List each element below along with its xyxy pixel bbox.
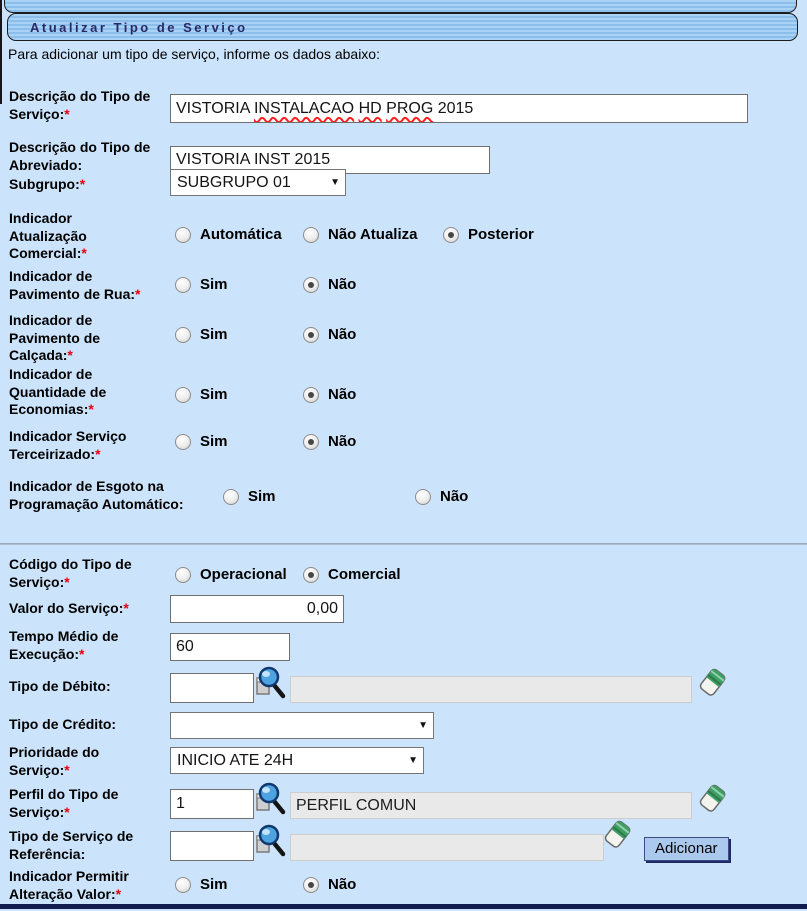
chevron-down-icon: ▼: [408, 755, 418, 766]
required-asterisk: *: [135, 285, 141, 302]
radio-icon[interactable]: [175, 877, 191, 893]
label-pavimento-rua: Indicador de Pavimento de Rua:*: [9, 268, 141, 302]
radio-pavimento-calcada-nao[interactable]: Não: [303, 326, 356, 343]
label-subgrupo: Subgrupo:*: [9, 176, 86, 192]
tipo-debito-description-field: [290, 676, 692, 703]
radio-pavimento-calcada-sim[interactable]: Sim: [175, 326, 228, 343]
radio-permitir-nao[interactable]: Não: [303, 876, 356, 893]
section-divider: [0, 543, 807, 545]
radio-icon[interactable]: [303, 434, 319, 450]
label-servico-terceirizado: Indicador Serviço Terceirizado:*: [9, 428, 127, 462]
misspelled-word: INSTALACAO: [253, 99, 355, 117]
label-descricao-tipo-servico: Descrição do Tipo de Serviço:*: [9, 88, 151, 122]
left-frame-border: [0, 0, 2, 104]
radio-icon[interactable]: [303, 877, 319, 893]
radio-icon[interactable]: [175, 327, 191, 343]
radio-pavimento-rua-sim[interactable]: Sim: [175, 276, 228, 293]
required-asterisk: *: [123, 600, 129, 616]
required-asterisk: *: [64, 761, 70, 778]
radio-terceirizado-sim[interactable]: Sim: [175, 433, 228, 450]
required-asterisk: *: [95, 445, 101, 462]
radio-icon[interactable]: [223, 489, 239, 505]
label-indicador-atualizacao: Indicador Atualização Comercial:*: [9, 210, 87, 261]
prioridade-servico-select-value: INICIO ATE 24H: [177, 751, 294, 769]
required-asterisk: *: [67, 347, 73, 363]
subgrupo-select-value: SUBGRUPO 01: [177, 173, 291, 191]
page-title: Atualizar Tipo de Serviço: [30, 19, 248, 35]
radio-icon[interactable]: [175, 277, 191, 293]
radio-atualizacao-nao-atualiza[interactable]: Não Atualiza: [303, 226, 417, 243]
search-icon[interactable]: [253, 824, 287, 860]
required-asterisk: *: [88, 401, 94, 417]
radio-atualizacao-posterior[interactable]: Posterior: [443, 226, 534, 243]
value-text: VISTORIA: [176, 99, 254, 117]
radio-icon[interactable]: [175, 387, 191, 403]
radio-icon[interactable]: [175, 567, 191, 583]
label-descricao-abreviada: Descrição do Tipo de Abreviado:: [9, 139, 151, 173]
radio-icon[interactable]: [303, 327, 319, 343]
label-pavimento-calcada: Indicador de Pavimento de Calçada:*: [9, 312, 101, 363]
value-text: 2015: [433, 99, 474, 117]
radio-icon[interactable]: [415, 489, 431, 505]
radio-quantidade-economias-sim[interactable]: Sim: [175, 386, 228, 403]
referencia-code-input[interactable]: [170, 831, 254, 861]
bottom-frame-border: [0, 904, 807, 909]
tempo-medio-input[interactable]: [170, 633, 290, 661]
radio-esgoto-nao[interactable]: Não: [415, 488, 468, 505]
required-asterisk: *: [64, 803, 70, 820]
search-icon[interactable]: [253, 782, 287, 818]
subgrupo-select[interactable]: [170, 169, 346, 196]
perfil-description-field: PERFIL COMUN: [290, 792, 692, 819]
search-icon[interactable]: [253, 666, 287, 702]
referencia-description-field: [290, 834, 604, 861]
required-asterisk: *: [64, 105, 70, 122]
radio-codigo-operacional[interactable]: Operacional: [175, 566, 287, 583]
descricao-tipo-servico-input[interactable]: [170, 94, 748, 123]
perfil-code-input[interactable]: [170, 789, 254, 819]
tipo-credito-select[interactable]: [170, 712, 434, 739]
radio-icon[interactable]: [443, 227, 459, 243]
chevron-down-icon: ▼: [330, 177, 340, 188]
radio-icon[interactable]: [175, 227, 191, 243]
misspelled-word: PROG: [386, 99, 434, 117]
radio-icon[interactable]: [175, 434, 191, 450]
label-codigo-tipo-servico: Código do Tipo de Serviço:*: [9, 556, 132, 590]
valor-servico-input[interactable]: [170, 595, 344, 623]
radio-quantidade-economias-nao[interactable]: Não: [303, 386, 356, 403]
required-asterisk: *: [115, 885, 122, 902]
misspelled-word: HD: [358, 99, 382, 117]
label-esgoto-programacao: Indicador de Esgoto na Programação Automático:: [9, 478, 184, 512]
radio-atualizacao-automatica[interactable]: Automática: [175, 226, 282, 243]
chevron-down-icon: ▼: [418, 720, 428, 731]
required-asterisk: *: [79, 645, 85, 662]
radio-icon[interactable]: [303, 387, 319, 403]
label-perfil-tipo-servico: Perfil do Tipo de Serviço:*: [9, 786, 119, 820]
label-tipo-credito: Tipo de Crédito:: [9, 716, 117, 732]
required-asterisk: *: [79, 176, 86, 192]
tipo-debito-code-input[interactable]: [170, 673, 254, 703]
label-tipo-debito: Tipo de Débito:: [9, 678, 111, 694]
label-valor-servico: Valor do Serviço:*: [9, 600, 129, 616]
radio-pavimento-rua-nao[interactable]: Não: [303, 276, 356, 293]
top-striped-band: [4, 0, 797, 13]
prioridade-servico-select[interactable]: [170, 747, 424, 774]
radio-codigo-comercial[interactable]: Comercial: [303, 566, 401, 583]
label-quantidade-economias: Indicador de Quantidade de Economias:*: [9, 366, 107, 417]
radio-icon[interactable]: [303, 277, 319, 293]
eraser-icon[interactable]: [696, 666, 728, 700]
label-tempo-medio: Tempo Médio de Execução:*: [9, 628, 119, 662]
radio-icon[interactable]: [303, 227, 319, 243]
radio-permitir-sim[interactable]: Sim: [175, 876, 228, 893]
intro-text: Para adicionar um tipo de serviço, informe os dados abaixo:: [8, 46, 380, 62]
eraser-icon[interactable]: [601, 818, 633, 852]
required-asterisk: *: [64, 573, 70, 590]
page-title-bar: [7, 13, 798, 41]
radio-terceirizado-nao[interactable]: Não: [303, 433, 356, 450]
label-tipo-servico-referencia: Tipo de Serviço de Referência:: [9, 828, 134, 862]
eraser-icon[interactable]: [696, 782, 728, 816]
required-asterisk: *: [81, 245, 87, 261]
radio-icon[interactable]: [303, 567, 319, 583]
adicionar-button[interactable]: Adicionar: [644, 837, 729, 861]
radio-esgoto-sim[interactable]: Sim: [223, 488, 276, 505]
label-permitir-alteracao: Indicador Permitir Alteração Valor:*: [9, 868, 129, 902]
label-prioridade-servico: Prioridade do Serviço:*: [9, 744, 100, 778]
